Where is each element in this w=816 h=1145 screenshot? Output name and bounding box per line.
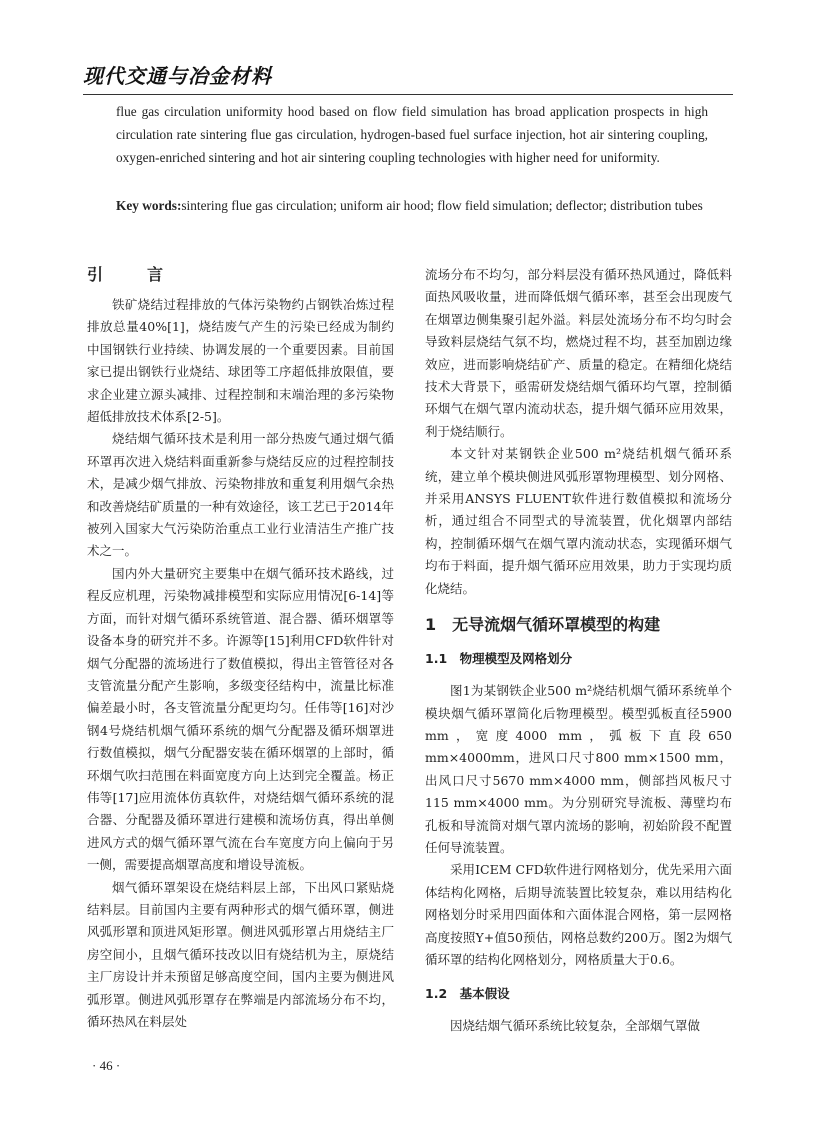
keywords-text: sintering flue gas circulation; uniform air hood; flow field simulation; deflector; distribution tubes: [181, 198, 703, 213]
section-paragraph: 因烧结烟气循环系统比较复杂，全部烟气罩做: [450, 1018, 701, 1034]
left-column: [87, 264, 394, 1033]
keywords-label: Key words:: [116, 198, 182, 213]
journal-title: 现代交通与冶金材料: [83, 64, 272, 88]
keywords: [116, 194, 708, 217]
intro-paragraph: 本文针对某钢铁企业500 m²烧结机烟气循环系统，建立单个模块侧进风弧形罩物理模型、划分网格、并采用ANSYS FLUENT软件进行数值模拟和流场分析，通过组合不同型式的导流装置，优化烟罩内部结构，控制循环烟气在烟气罩内流动状态，实现循环烟气均布于料面，提升烟气循环应用效果，助力于实现均质化烧结。: [425, 446, 732, 596]
intro-paragraph: 烟气循环罩架设在烧结料层上部，下出风口紧贴烧结料层。目前国内主要有两种形式的烟气循环罩，侧进风弧形罩和顶进风矩形罩。侧进风弧形罩占用烧结主厂房空间小，且烟气循环技改以旧有烧结机为主，原烧结主厂房设计并未预留足够高度空间，国内主要为侧进风弧形罩。侧进风弧形罩存在弊端是内部流场分布不均，循环热风在料层处: [87, 879, 394, 1029]
page-number: · 46 ·: [92, 1058, 121, 1073]
intro-paragraph: 铁矿烧结过程排放的气体污染物约占钢铁冶炼过程排放总量40%[1]，烧结废气产生的污染已经成为制约中国钢铁行业持续、协调发展的一个重要因素。目前国家已提出钢铁行业烧结、球团等工序超低排放限值，要求企业建立源头减排、过程控制和末端治理的多污染物超低排放技术体系[2-5]。: [87, 297, 394, 425]
right-column: [425, 264, 732, 1038]
subsection-1-2-heading: 1.2 基本假设: [425, 986, 510, 1002]
section-1-heading: 1 无导流烟气循环罩模型的构建: [425, 615, 661, 635]
section-paragraph: 采用ICEM CFD软件进行网格划分，优先采用六面体结构化网格，后期导流装置比较复杂，难以用结构化网格划分时采用四面体和六面体混合网格，第一层网格高度按照Y+值50预估，网格总数约200万。图2为烟气循环罩的结构化网格划分，网格质量大于0.6。: [425, 862, 732, 967]
intro-paragraph: 国内外大量研究主要集中在烟气循环技术路线，过程反应机理，污染物减排模型和实际应用情况[6-14]等方面，而针对烟气循环系统管道、混合器、循环烟罩等设备本身的研究并不多。许源等[15]利用CFD软件针对烟气分配器的流场进行了数值模拟，得出主管管径对各支管流量分配产生影响，多级变径结构中，流量比标准偏差最小时，各支管流量分配更均匀。任伟等[16]对沙钢4号烧结机烟气循环系统的烟气分配器及循环烟罩进行数值模拟，烟气分配器安装在循环烟罩的上部时，循环烟气吹扫范围在料面宽度方向上达到完全覆盖。杨正伟等[17]应用流体仿真软件，对烧结烟气循环系统的混合器、分配器及循环罩进行建模和流场仿真，得出单侧进风方式的烟气循环罩气流在台车宽度方向上偏向于另一侧，需要提高烟罩高度和增设导流板。: [87, 565, 394, 873]
section-paragraph: 图1为某钢铁企业500 m²烧结机烟气循环系统单个模块烟气循环罩简化后物理模型。模型弧板直径5900 mm，宽度4000 mm，弧板下直段650 mm×4000mm，进风口尺寸800 mm×1500 mm，出风口尺寸5670 mm×4000 mm，侧部挡风板尺寸115 mm×4000 mm。为分别研究导流板、薄壁均布孔板和导流筒对烟气罩内流场的影响，初始阶段不配置任何导流装置。: [425, 683, 732, 855]
abstract-tail: flue gas circulation uniformity hood based on flow field simulation has broad application prospects in high circulation rate sintering flue gas circulation, hydrogen-based fuel surface injection, hot air sintering coupling, oxygen-enriched sintering and hot air sintering coupling technologies with higher need for uniformity.: [116, 104, 708, 165]
subsection-1-1-heading: 1.1 物理模型及网格划分: [425, 651, 573, 667]
intro-paragraph: 流场分布不均匀，部分料层没有循环热风通过，降低料面热风吸收量，进而降低烟气循环率，甚至会出现废气在烟罩边侧集聚引起外溢。料层处流场分布不均匀时会导致料层烧结气氛不均，燃烧过程不均，甚至加剧边缘效应，进而影响烧结矿产、质量的稳定。在精细化烧结技术大背景下，亟需研发烧结烟气循环均气罩，控制循环烟气在烟气罩内流动状态，提升烟气循环应用效果，利于烧结顺行。: [425, 267, 732, 439]
intro-paragraph: 烧结烟气循环技术是利用一部分热废气通过烟气循环罩再次进入烧结料面重新参与烧结反应的过程控制技术，是减少烟气排放、污染物排放和重复利用烟气余热和改善烧结矿质量的一种有效途径，该工艺已于2014年被列入国家大气污染防治重点工业行业清洁生产推广技术之一。: [87, 431, 394, 559]
journal-header: [83, 58, 733, 94]
intro-heading: 引 言: [87, 265, 178, 284]
header-rule: [83, 94, 733, 95]
